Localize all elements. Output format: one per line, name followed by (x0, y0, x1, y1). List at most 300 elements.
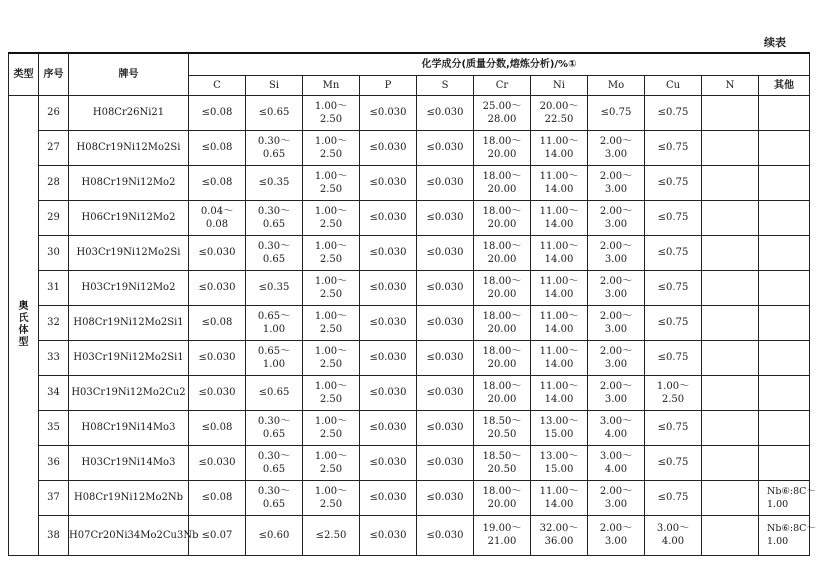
value-line: 1.00～ (314, 275, 348, 287)
value-line: 1.00～ (314, 415, 348, 427)
value-cell-mo (588, 200, 645, 235)
header-grade: 牌号 (69, 53, 189, 95)
value-line: 2.00～ (599, 380, 633, 392)
value-line: 20.50 (487, 463, 517, 475)
value-cell-mo (588, 410, 645, 445)
table-row (9, 165, 810, 200)
value-cell-mn (303, 375, 360, 410)
value-cell-p (360, 270, 417, 305)
continued-label: 续表 (764, 36, 786, 49)
value-line: ≤0.65 (258, 387, 290, 398)
value-line: 0.08 (205, 218, 229, 230)
table-row (9, 445, 810, 480)
header-element: N (702, 75, 759, 95)
value-line: ≤0.08 (201, 422, 233, 433)
value-line: 1.00～ (314, 450, 348, 462)
value-line: ≤0.030 (426, 247, 464, 258)
value-line: ≤0.75 (657, 177, 689, 188)
value-cell-cr (474, 235, 531, 270)
value-line: 14.00 (544, 148, 574, 160)
header-element: Cr (474, 75, 531, 95)
table-row (9, 515, 810, 555)
value-cell-s (417, 95, 474, 130)
grade-cell: H08Cr19Ni12Mo2 (69, 165, 189, 200)
value-cell-cu (645, 515, 702, 555)
value-line: ≤0.35 (258, 177, 290, 188)
value-line: ≤0.030 (369, 247, 407, 258)
value-cell-ni (531, 200, 588, 235)
value-line: 2.50 (319, 463, 343, 475)
value-line: ≤0.030 (198, 457, 236, 468)
value-line: ≤0.030 (369, 529, 407, 541)
row-number: 37 (39, 480, 69, 515)
value-cell-si (246, 480, 303, 515)
value-line: ≤0.030 (369, 422, 407, 433)
value-cell-ni (531, 340, 588, 375)
value-cell-cu (645, 410, 702, 445)
value-cell-other (759, 410, 810, 445)
value-line: 18.50～ (482, 450, 522, 462)
header-type: 类型 (9, 53, 39, 95)
value-cell-cu (645, 305, 702, 340)
value-cell-n (702, 305, 759, 340)
value-line: 3.00～ (599, 450, 633, 462)
value-line: 19.00～ (482, 523, 522, 534)
value-line: 11.00～ (539, 345, 579, 357)
value-line: 14.00 (544, 218, 574, 230)
value-line: 20.00 (487, 218, 517, 230)
value-cell-p (360, 375, 417, 410)
value-line: 3.00 (604, 323, 628, 335)
value-line: 20.00 (487, 288, 517, 300)
value-cell-ni (531, 130, 588, 165)
value-line: 1.00～ (314, 310, 348, 322)
table-row (9, 480, 810, 515)
value-cell-c (189, 340, 246, 375)
value-line: 1.00 (262, 358, 286, 370)
value-cell-mn (303, 445, 360, 480)
value-cell-cr (474, 165, 531, 200)
value-line: 2.00～ (599, 275, 633, 287)
header-element: Mo (588, 75, 645, 95)
value-line: ≤0.75 (657, 422, 689, 433)
value-line: 1.00～ (314, 135, 348, 147)
value-cell-other (759, 480, 816, 515)
value-line: 0.65 (262, 498, 286, 510)
value-line: 0.30～ (257, 205, 291, 217)
value-line: ≤0.030 (426, 387, 464, 398)
value-line: 20.00 (487, 358, 517, 370)
value-cell-ni (531, 165, 588, 200)
value-line: 18.00～ (482, 380, 522, 392)
value-cell-cr (474, 130, 531, 165)
value-line: ≤0.08 (201, 177, 233, 188)
row-number: 33 (39, 340, 69, 375)
value-cell-si (246, 165, 303, 200)
value-cell-si (246, 410, 303, 445)
value-line: 2.50 (661, 393, 685, 405)
value-cell-other (759, 515, 816, 555)
value-line: 25.00～ (482, 100, 522, 112)
value-cell-si (246, 515, 303, 555)
grade-cell: H03Cr19Ni12Mo2 (69, 270, 189, 305)
value-cell-cu (645, 340, 702, 375)
value-line: 0.30～ (257, 485, 291, 497)
value-line: 18.00～ (482, 170, 522, 182)
value-line: 0.65 (262, 218, 286, 230)
value-line: 18.00～ (482, 485, 522, 497)
value-line: 20.00 (487, 498, 517, 510)
value-line: 2.00～ (599, 345, 633, 357)
value-line: 0.30～ (257, 450, 291, 462)
value-line: 1.00～ (314, 100, 348, 112)
value-cell-mo (588, 165, 645, 200)
value-cell-other (759, 165, 810, 200)
value-cell-other (759, 200, 810, 235)
value-line: ≤0.030 (426, 529, 464, 541)
value-cell-mo (588, 480, 645, 515)
value-line: 14.00 (544, 393, 574, 405)
table-row (9, 305, 810, 340)
value-line: ≤0.08 (201, 107, 233, 118)
row-number: 29 (39, 200, 69, 235)
value-cell-p (360, 95, 417, 130)
value-line: 11.00～ (539, 135, 579, 147)
value-cell-c (189, 200, 246, 235)
value-cell-p (360, 235, 417, 270)
value-cell-n (702, 130, 759, 165)
header-element: S (417, 75, 474, 95)
value-line: ≤0.030 (198, 247, 236, 258)
value-cell-si (246, 270, 303, 305)
value-line: 18.00～ (482, 135, 522, 147)
grade-cell: H03Cr19Ni12Mo2Si1 (69, 340, 189, 375)
value-cell-s (417, 515, 474, 555)
value-cell-ni (531, 235, 588, 270)
value-cell-si (246, 340, 303, 375)
grade-cell: H03Cr19Ni14Mo3 (69, 445, 189, 480)
value-cell-ni (531, 305, 588, 340)
value-line: 11.00～ (539, 205, 579, 217)
value-line: 0.65 (262, 463, 286, 475)
value-line: ≤0.030 (198, 282, 236, 293)
value-line: ≤0.030 (426, 457, 464, 468)
value-line: 14.00 (544, 288, 574, 300)
value-line: 3.00 (604, 218, 628, 230)
value-cell-cr (474, 270, 531, 305)
value-line: 11.00～ (539, 240, 579, 252)
value-line: 2.50 (319, 148, 343, 160)
value-line: 20.00 (487, 183, 517, 195)
value-line: 3.00 (604, 288, 628, 300)
value-line: 2.00～ (599, 523, 633, 534)
value-line: 1.00～ (314, 170, 348, 182)
value-line: 32.00～ (539, 523, 579, 534)
value-line: 0.65 (262, 253, 286, 265)
value-cell-mn (303, 480, 360, 515)
value-cell-p (360, 130, 417, 165)
value-line: 13.00～ (539, 450, 579, 462)
value-cell-c (189, 375, 246, 410)
header-chem-group: 化学成分(质量分数,熔炼分析)/%① (189, 53, 810, 75)
value-line: 2.50 (319, 323, 343, 335)
value-line: ≤0.35 (258, 282, 290, 293)
type-label: 奥氏体型 (18, 301, 29, 348)
value-cell-c (189, 130, 246, 165)
value-line: ≤0.030 (426, 107, 464, 118)
value-line: ≤0.030 (369, 177, 407, 188)
value-line: 0.04～ (200, 205, 234, 217)
row-number: 28 (39, 165, 69, 200)
header-seq: 序号 (39, 53, 69, 95)
value-cell-mn (303, 410, 360, 445)
value-cell-si (246, 375, 303, 410)
value-line: 1.00～ (314, 485, 348, 497)
value-line: 11.00～ (539, 275, 579, 287)
value-line: 2.50 (319, 218, 343, 230)
header-element: Si (246, 75, 303, 95)
grade-cell: H08Cr26Ni21 (69, 95, 189, 130)
value-line: ≤0.75 (657, 492, 689, 503)
value-cell-mo (588, 515, 645, 555)
value-cell-s (417, 375, 474, 410)
value-cell-mo (588, 445, 645, 480)
value-line: 0.30～ (257, 135, 291, 147)
value-line: ≤0.75 (600, 107, 632, 118)
value-line: 4.00 (604, 463, 628, 475)
value-line: ≤0.08 (201, 492, 233, 503)
value-line: 3.00 (604, 148, 628, 160)
value-cell-mo (588, 375, 645, 410)
value-cell-mo (588, 95, 645, 130)
value-cell-s (417, 165, 474, 200)
value-cell-si (246, 130, 303, 165)
value-cell-ni (531, 410, 588, 445)
value-cell-c (189, 235, 246, 270)
value-line: 0.30～ (257, 240, 291, 252)
row-number: 27 (39, 130, 69, 165)
value-line: 2.50 (319, 183, 343, 195)
value-cell-p (360, 410, 417, 445)
chemical-composition-table (8, 52, 816, 556)
value-line: 2.50 (319, 358, 343, 370)
value-line: 11.00～ (539, 310, 579, 322)
value-line: 2.50 (319, 428, 343, 440)
value-cell-cu (645, 200, 702, 235)
value-cell-ni (531, 270, 588, 305)
table-row (9, 410, 810, 445)
value-cell-c (189, 410, 246, 445)
value-line: 36.00 (544, 536, 574, 547)
value-cell-cr (474, 95, 531, 130)
value-cell-other (759, 95, 810, 130)
value-cell-s (417, 410, 474, 445)
value-cell-n (702, 200, 759, 235)
value-cell-n (702, 235, 759, 270)
row-number: 26 (39, 95, 69, 130)
value-line: ≤0.030 (369, 212, 407, 223)
value-line: 18.00～ (482, 240, 522, 252)
value-cell-other (759, 235, 810, 270)
value-line: 14.00 (544, 323, 574, 335)
value-line: 3.00 (604, 183, 628, 195)
value-line: 28.00 (487, 113, 517, 125)
value-line: ≤0.030 (369, 352, 407, 363)
value-cell-cu (645, 375, 702, 410)
value-line: ≤0.60 (258, 529, 290, 541)
value-cell-si (246, 445, 303, 480)
value-line: 0.65～ (257, 345, 291, 357)
value-line: ≤0.030 (369, 457, 407, 468)
value-cell-ni (531, 480, 588, 515)
value-line: 20.00 (487, 148, 517, 160)
value-line: ≤0.030 (369, 107, 407, 118)
value-cell-mn (303, 515, 360, 555)
value-line: 11.00～ (539, 485, 579, 497)
value-cell-c (189, 480, 246, 515)
table-row (9, 270, 810, 305)
value-cell-p (360, 305, 417, 340)
value-cell-si (246, 305, 303, 340)
header-element: Cu (645, 75, 702, 95)
value-line: 3.00～ (599, 415, 633, 427)
grade-cell: H08Cr19Ni14Mo3 (69, 410, 189, 445)
value-line: 18.00～ (482, 205, 522, 217)
value-cell-mo (588, 130, 645, 165)
value-cell-cu (645, 165, 702, 200)
value-line: 1.00～ (314, 380, 348, 392)
value-line: ≤0.030 (426, 317, 464, 328)
value-line: ≤0.030 (426, 352, 464, 363)
value-line: 14.00 (544, 498, 574, 510)
header-element: Ni (531, 75, 588, 95)
header-element: P (360, 75, 417, 95)
value-cell-mn (303, 270, 360, 305)
value-cell-s (417, 270, 474, 305)
value-line: Nb⑥:8C～ (767, 485, 816, 497)
value-line: 20.50 (487, 428, 517, 440)
value-line: 4.00 (604, 428, 628, 440)
value-line: 14.00 (544, 183, 574, 195)
value-line: 0.30～ (257, 415, 291, 427)
value-line: 1.00～ (314, 240, 348, 252)
value-line: 2.50 (319, 393, 343, 405)
value-cell-si (246, 95, 303, 130)
type-cell (9, 95, 39, 555)
value-cell-n (702, 410, 759, 445)
value-line: 2.50 (319, 288, 343, 300)
value-line: ≤0.030 (369, 492, 407, 503)
value-cell-cu (645, 445, 702, 480)
value-cell-other (759, 445, 810, 480)
value-cell-n (702, 340, 759, 375)
value-cell-p (360, 480, 417, 515)
row-number: 31 (39, 270, 69, 305)
value-line: 3.00 (604, 498, 628, 510)
value-cell-other (759, 270, 810, 305)
value-line: 2.50 (319, 253, 343, 265)
value-line: ≤0.75 (657, 457, 689, 468)
value-cell-ni (531, 515, 588, 555)
value-line: 4.00 (661, 536, 685, 547)
value-line: ≤0.030 (426, 492, 464, 503)
value-line: ≤0.75 (657, 317, 689, 328)
value-cell-ni (531, 375, 588, 410)
value-line: 2.00～ (599, 310, 633, 322)
value-cell-s (417, 340, 474, 375)
value-cell-other (759, 305, 810, 340)
grade-cell: H06Cr19Ni12Mo2 (69, 200, 189, 235)
value-line: 18.00～ (482, 345, 522, 357)
value-cell-s (417, 305, 474, 340)
value-line: 15.00 (544, 428, 574, 440)
value-cell-cr (474, 340, 531, 375)
header-element: C (189, 75, 246, 95)
value-cell-mo (588, 270, 645, 305)
value-cell-c (189, 445, 246, 480)
value-line: 1.00 (262, 323, 286, 335)
value-line: 2.00～ (599, 240, 633, 252)
value-line: ≤0.030 (369, 387, 407, 398)
grade-cell: H07Cr20Ni34Mo2Cu3Nb (69, 515, 189, 555)
value-line: 22.50 (544, 113, 574, 125)
value-cell-mo (588, 305, 645, 340)
value-cell-mn (303, 200, 360, 235)
value-cell-n (702, 375, 759, 410)
value-line: ≤0.75 (657, 352, 689, 363)
value-line: 15.00 (544, 463, 574, 475)
value-cell-n (702, 480, 759, 515)
value-line: 20.00 (487, 323, 517, 335)
value-cell-cu (645, 270, 702, 305)
value-line: 11.00～ (539, 170, 579, 182)
value-cell-ni (531, 95, 588, 130)
value-line: 20.00 (487, 393, 517, 405)
value-line: ≤0.030 (426, 282, 464, 293)
value-line: ≤0.07 (201, 529, 233, 541)
row-number: 32 (39, 305, 69, 340)
value-line: ≤0.030 (426, 422, 464, 433)
value-cell-cu (645, 95, 702, 130)
value-cell-p (360, 340, 417, 375)
value-cell-cr (474, 515, 531, 555)
value-cell-p (360, 515, 417, 555)
value-line: ≤0.030 (198, 387, 236, 398)
row-number: 35 (39, 410, 69, 445)
row-number: 34 (39, 375, 69, 410)
value-cell-ni (531, 445, 588, 480)
value-line: 0.65 (262, 428, 286, 440)
value-line: 18.00～ (482, 275, 522, 287)
value-line: 0.65 (262, 148, 286, 160)
value-cell-n (702, 270, 759, 305)
value-cell-other (759, 130, 810, 165)
value-line: 2.00～ (599, 205, 633, 217)
value-line: ≤0.030 (426, 212, 464, 223)
value-cell-s (417, 200, 474, 235)
table-row (9, 340, 810, 375)
value-line: 20.00 (487, 253, 517, 265)
value-line: 0.65～ (257, 310, 291, 322)
value-line: 11.00～ (539, 380, 579, 392)
value-cell-mn (303, 235, 360, 270)
value-line: ≤0.08 (201, 142, 233, 153)
value-line: 21.00 (487, 536, 517, 547)
grade-cell: H03Cr19Ni12Mo2Cu2 (69, 375, 189, 410)
row-number: 38 (39, 515, 69, 555)
value-cell-cu (645, 130, 702, 165)
value-cell-cr (474, 410, 531, 445)
